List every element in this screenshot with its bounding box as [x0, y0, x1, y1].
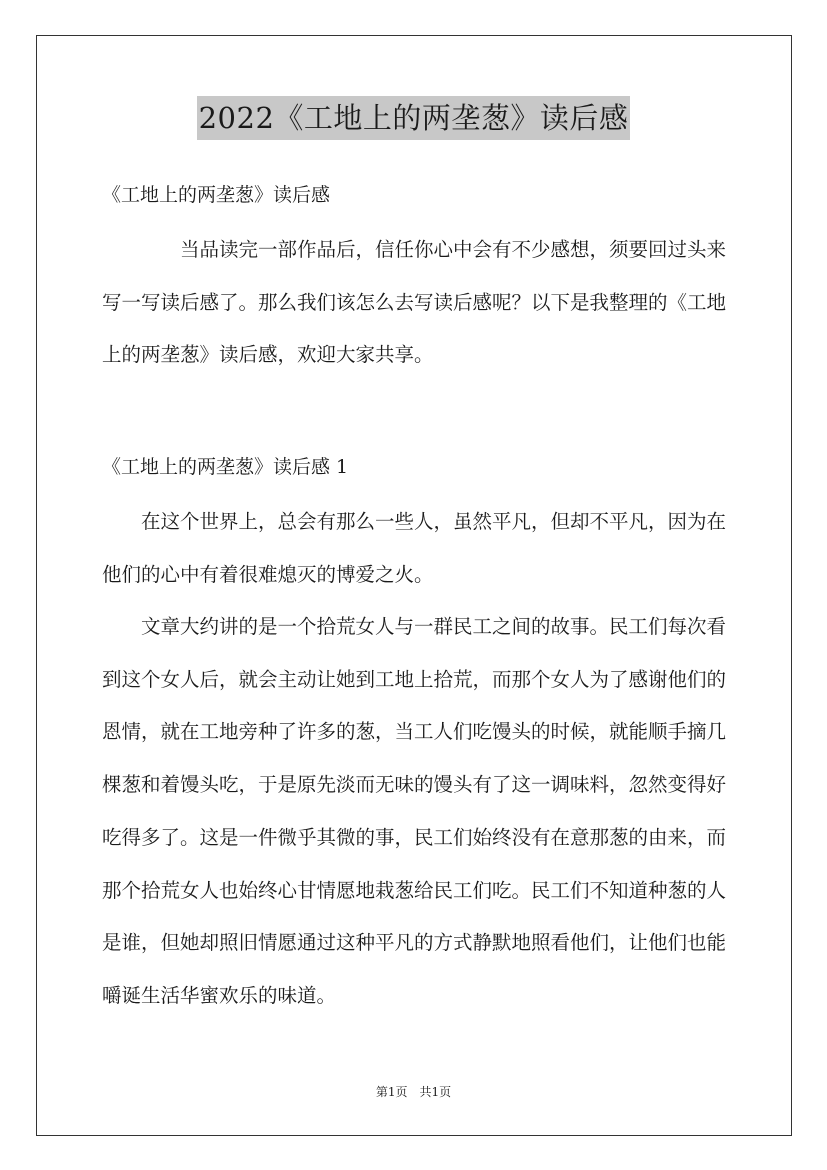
- section1-paragraph-2: 文章大约讲的是一个拾荒女人与一群民工之间的故事。民工们每次看到这个女人后，就会主动让她到工地上拾荒，而那个女人为了感谢他们的恩情，就在工地旁种了许多的葱，当工人们吃馒头的时候，就能顺手摘几棵葱和着馒头吃，于是原先淡而无味的馒头有了这一调味料，忽然变得好吃得多了。这是一件微乎其微的事，民工们始终没有在意那葱的由来，而那个拾荒女人也始终心甘情愿地栽葱给民工们吃。民工们不知道种葱的人是谁，但她却照旧情愿通过这种平凡的方式静默地照看他们，让他们也能嚼诞生活华蜜欢乐的味道。: [102, 615, 727, 1007]
- section1-paragraph-1: 在这个世界上，总会有那么一些人，虽然平凡，但却不平凡，因为在他们的心中有着很难熄灭的博爱之火。: [102, 510, 727, 586]
- document-subtitle: 《工地上的两垄葱》读后感: [102, 184, 331, 206]
- page-footer: 第1页 共1页: [375, 1085, 452, 1099]
- intro-paragraph: 当品读完一部作品后，信任你心中会有不少感想，须要回过头来写一写读后感了。那么我们该怎么去写读后感呢？以下是我整理的《工地上的两垄葱》读后感，欢迎大家共享。: [102, 238, 727, 367]
- document-title: 2022《工地上的两垄葱》读后感: [197, 96, 631, 140]
- section1-heading: 《工地上的两垄葱》读后感 1: [102, 456, 349, 478]
- document-title-block: [0, 96, 827, 140]
